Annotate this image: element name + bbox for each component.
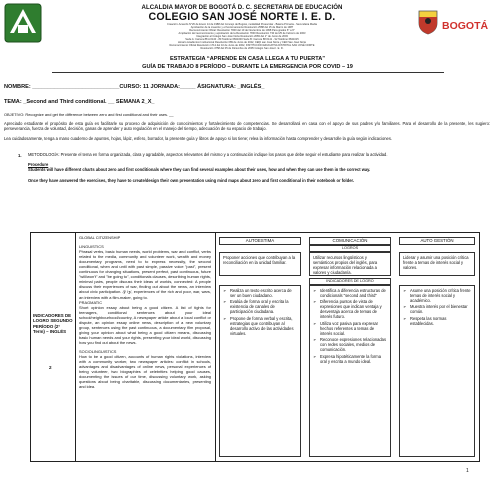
content-heading: PRAGMATIC [79,299,103,305]
logro-autoestima: Proponer acciones que contribuyan a la reconciliación en la unidad familiar. [219,252,301,276]
indicators-comunicacion [309,285,391,457]
svg-text:BOGOTÁ: BOGOTÁ [442,20,489,32]
header-legal-line: Horario Académico Institucional Resolución 089 de Junio de 2022, CEID san José Norte y CED San José Norte [177,41,307,44]
indicadores-heading: INDICADORES DE LOGRO [309,278,391,285]
intro-paragraph: Apreciado estudiante el propósito de esta guía es facilitarle su proceso de adquisición de conocimientos y fortalecimiento de competencias. Se desarrollará en casa con el apoyo de sus padres y/o familiares. Para el desarrollo de la presente, les sugiero: perseverancia, fuerza de voluntad, decisión, ganas de aprender y auto regulación en el manejo del tiempo, adecuación de su espacio de trabajo. [4,121,490,131]
indicator-item: ➢ Utiliza voz pasiva para expresar hechos referentes a temas de interés social. [313,321,387,336]
section-number: 1. [18,153,22,158]
competencies-grid [215,233,479,461]
procedure-extra: Once they have answered the exercises, they have to create/design their own presentation using mind maps about zero and first conditional in their notebook or folder. [28,178,354,183]
indicators-number: 2 [49,365,52,370]
content-text [79,235,211,389]
school-name: COLEGIO SAN JOSÉ NORTE I. E. D. [148,11,336,23]
indicator-item: ➢ Identifica a diferencia estructuras de condicionals "second and third" [313,288,387,298]
content-heading: LINGUISTICS [79,244,104,250]
content-paragraph: Short opinion essay about being a good citizen. A list of tights for teenagers, conditional sentences about your ideal school/neighbourhood/country, A newspaper article about a local conflict or dispute, an opinion essay online news, description of a new voluntary group, sentences using the past continuous, a documentary film proposal, giving your opinion about what being a good citizen means, discussing basic human needs and your rights, presenting your ideal world, discussing how you find out about the news. [79,304,211,345]
indicators-label: INDICADORES DE LOGRO SEGUNDO PERÍODO (2° Term) – INGLÉS [33,313,73,335]
indicator-item: ➢ Asume una posición crítica frente temas de interés social y académico. [403,288,471,303]
header-legal-line: Integración al Colegio San José Norte Resolución 2083 del 1° de Junio de 2003 [196,35,288,38]
objective: OBJETIVO: Recognize and get the difference between zero and first conditional and their uses. __ [4,112,174,117]
topic-row: TEMA: _Second and Third conditional. __ SEMANA 2_X_ [4,99,155,105]
indicators-table [30,232,480,462]
content-paragraph: Phrasal verbs, basic human needs, world problems, war and conflict, verbs related to the media, community and volunteer work, wealth and money documentary programs, need to to express necessity, the second conditional, when and until with past simple, passive voice "past", present continuous for changing situations, present perfect, past continuous, future "will/won't" and "be going to", conditionals clauses, describing human rights, minimal pairs, people discuss their ideas of worlds, connected: A people discuss their experiences of war, finding out about the news, an interview about civic participation. /ʃ/ /ʒ/, experiences of the rich and poor, war, wars, an interview with a film-maker, going to. [79,249,211,300]
content-heading: SOCIOLINGUISTICS [79,348,117,354]
instructions-paragraph: Lea cuidadosamente, tenga a mano cuaderno de apuntes, hojas, lápiz, esfero, borrador, la presente guía y libros de apoyo si los tiene; relea la información hasta comprender y desarrolle la guía según indicaciones. [4,136,393,141]
header-legal-line: Ampliación del reconocimiento y aprobación de la Resolución 7840 Resolución 730 del 25 de Febrero de 2003 [178,32,306,35]
indicator-item: ➢ Diferencia puntos de vista de expresiones que indican ventaja y desventaja acerca de temas de interés futuro. [313,299,387,319]
divider [52,72,444,73]
content-column [75,233,216,461]
school-logo [4,3,42,43]
indicators-autoestima [219,285,301,457]
student-info-row[interactable]: NOMBRE: ____________________________CURSO: 11 JORNADA:_____ ÁSIGNATURA: _INGLÉS_ [4,84,265,90]
header-legal-line: Reconocimiento Oficial Resolución 1712 del 10 de Junio de 2002, INSTITUCIÓN EDUCATIVA DISTRITAL SAN JOSÉ NORTE [169,44,315,47]
strategy-title: ESTRATEGIA “APRENDE EN CASA LLEGA A TU PUERTA” [169,56,326,62]
header-legal-line: Reconocimiento Oficial: Resolución 7840 del 10 de Noviembre de 1998 Para grados 6° a 9° [189,29,295,32]
page-number: 1 [466,468,469,474]
secretaria-heading: ALCALDIA MAYOR DE BOGOTÁ D. C. SECRETARIA DE EDUCACIÓN [141,4,343,11]
indicators-column [31,233,76,461]
bogota-logo [441,18,489,32]
indicator-item: ➢ Expresa hipotéticamente la forma oral y escrita a mundo ideal. [313,354,387,364]
bogota-shield-icon [417,9,439,35]
procedure-label: Procedure [28,162,49,167]
methodology-text: METODOLOGÍA: Presente el tema en forma organizada, clara y agradable, aspectos relevantes del mismo y a continuación indique los pasos que debe seguir el estudiante para realizar la actividad. [28,152,388,157]
indicator-item: ➢ Evalúa de forma oral y escrita la existencia de canales de participación ciudadana. [223,299,297,314]
head-comunicacion: COMUNICACIÓN [309,237,391,245]
content-paragraph: How to be a good citizen, accounts of human rights violations, interview with a community worker, two newspaper articles: conflict in schools, advantages and disadvantages of online news, personal experiences of being volunteer, two biographies of celebrities helping good causes, documenting the issues of our time, discussing voluntary work, asking questions about being charitable, discussing documentaries, presenting and idea. [79,354,211,390]
header-legal-line: Creación: Acuerdo N°26 de Enero 14 de 1988 del Concejo de Bogotá, modalidad Preescolar - Básica Primaria - Secundaria Media [167,23,317,26]
guide-title: GUÍA DE TRABAJO 8 PERÍODO – DURANTE LA EMERGENCIA POR COVID – 19 [142,64,353,70]
header-legal-line: Resolución 4758 del 05 de Diciembre de 2005 Colegio San José I. E. D. [200,47,284,50]
indicator-item: ➢ Propone de forma verbal y escrita, estrategias que contribuyan al desarrollo activo de las actividades virtuales. [223,316,297,336]
procedure-text: Students will have different charts about zero and first conditionals where they can find several examples about their uses, how and when they can use them in the correct way. [28,167,371,172]
head-autoestima: AUTOESTIMA [219,237,301,245]
logro-comunicacion: Utilizar recursos lingüísticos y semánticos propios del inglés, para expresar información relacionada a valores y ciudadanía. [309,252,391,276]
logros-heading: LOGROS [309,245,391,252]
logro-autogestion: Liderar y asumir una posición crítica frente a temas de interés social y valores. [399,252,475,276]
indicator-item: ➢ Realiza un texto escrito acerca de ser un buen ciudadano. [223,288,297,298]
header-legal-line: Sede A: Carrera 88 A #140 - 80 Teléfono 6841000 Sede B: Carrera 88 #141 - 92 Teléfono 6841015 [185,38,299,41]
indicator-item: ➢ Respeta las normas establecidas. [403,316,471,326]
indicator-item: ➢ Muestra interés por el bienestar común. [403,304,471,314]
indicator-item: ➢ Reconoce expresiones relacionadas con redes sociales, medios de comunicación. [313,337,387,352]
head-autogestion: AUTO GESTIÓN [399,237,475,245]
content-heading: GLOBAL CITIZENSHIP [79,235,121,240]
header-legal-line: Aprobación de la creación y el funcionamiento Resolución 2588 del 15 de Marzo de 1987 [190,26,294,29]
indicators-autogestion [399,285,475,457]
